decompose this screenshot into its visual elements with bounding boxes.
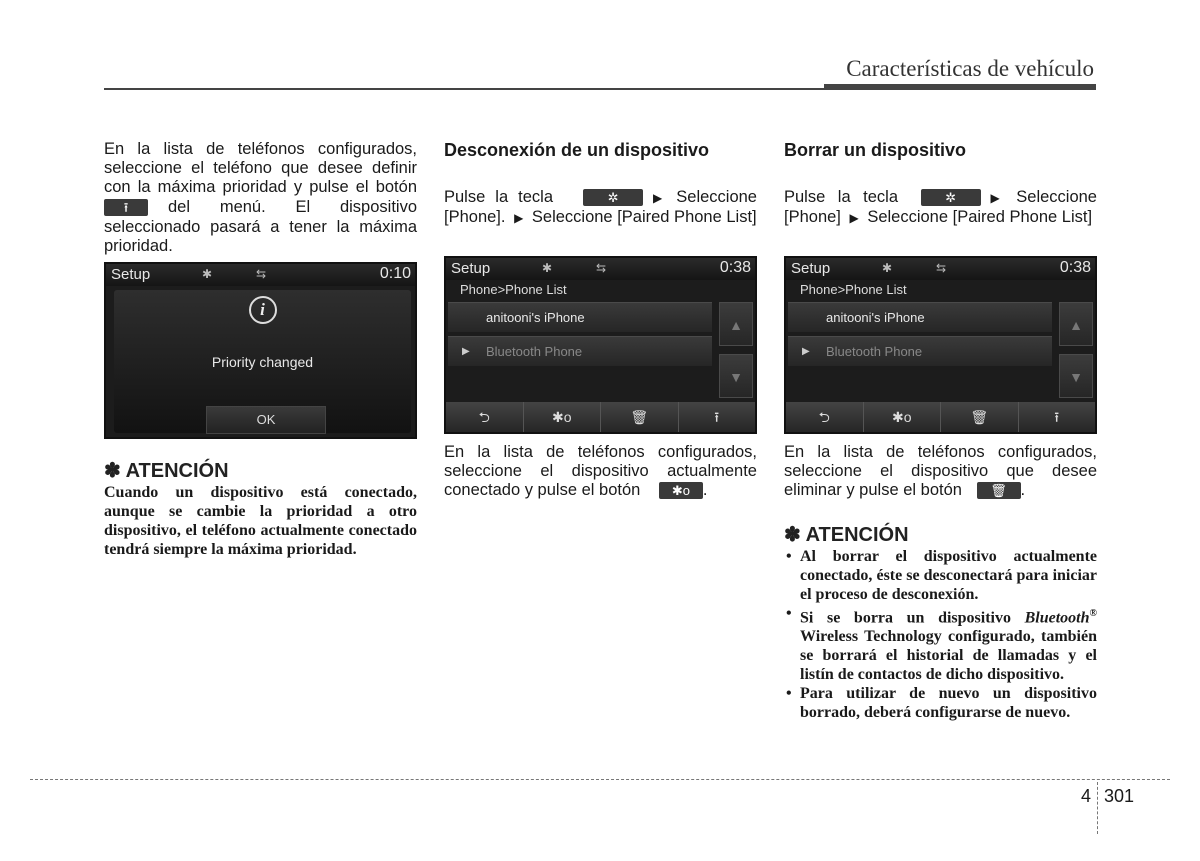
list-item-label: anitooni's iPhone bbox=[826, 310, 925, 325]
col2-instr-post2: Seleccione [Paired Phone List] bbox=[531, 208, 757, 226]
arrow-icon: ▶ bbox=[653, 191, 663, 205]
screen-status-bar bbox=[786, 258, 1095, 280]
col2-instructions bbox=[444, 188, 757, 228]
col2-after-text bbox=[444, 443, 757, 500]
usb-icon: ⇆ bbox=[256, 267, 267, 281]
footer-divider bbox=[1097, 782, 1098, 834]
bluetooth-key-icon: ✱o bbox=[659, 482, 703, 499]
list-item[interactable] bbox=[448, 336, 712, 366]
column-3 bbox=[784, 140, 1097, 722]
bullet2-italic: Bluetooth bbox=[1024, 609, 1090, 627]
bluetooth-connect-button[interactable]: ✱o bbox=[524, 402, 602, 432]
scroll-up-button[interactable]: ▲ bbox=[719, 302, 753, 346]
screen-breadcrumb: Phone>Phone List bbox=[460, 282, 567, 297]
scroll-up-button[interactable]: ▲ bbox=[1059, 302, 1093, 346]
col1-para-part1: En la lista de teléfonos configurados, seleccione el teléfono que desee definir con la máxima prioridad y pulse el botón bbox=[104, 140, 417, 196]
col3-after-paragraph: En la lista de teléfonos configurados, seleccione el dispositivo que desee eliminar y pulse el botón bbox=[784, 443, 1097, 499]
footer-rule bbox=[30, 779, 1170, 780]
screen-status-bar bbox=[446, 258, 755, 280]
section-heading-disconnect: Desconexión de un dispositivo bbox=[444, 140, 710, 160]
screen-time: 0:38 bbox=[1059, 259, 1091, 276]
bluetooth-connect-button[interactable]: ✱o bbox=[864, 402, 942, 432]
list-item[interactable] bbox=[788, 336, 1052, 366]
delete-button[interactable]: 🗑 bbox=[941, 402, 1019, 432]
bullet2-pre: Si se borra un dispositivo bbox=[800, 609, 1011, 627]
list-item-label: anitooni's iPhone bbox=[486, 310, 585, 325]
priority-button[interactable]: ⭱ bbox=[679, 402, 756, 432]
list-item[interactable] bbox=[788, 302, 1052, 332]
bullet-item: • Al borrar el dispositivo actualmente conectado, éste se desconectará para iniciar el proceso de desconexión. bbox=[784, 547, 1097, 604]
bullet2-post: Wireless Technology configurado, también se borrará el historial de llamadas y el listín de contactos de dicho dispositivo. bbox=[800, 628, 1097, 684]
screen-title: Setup bbox=[111, 266, 151, 283]
priority-key-icon: ⭱ bbox=[104, 199, 148, 216]
col3-after-text bbox=[784, 443, 1097, 500]
scroll-down-button[interactable]: ▼ bbox=[719, 354, 753, 398]
priority-changed-screen bbox=[104, 262, 417, 439]
bluetooth-icon: ✱ bbox=[882, 261, 893, 275]
column-1 bbox=[104, 140, 417, 558]
column-2 bbox=[444, 140, 757, 499]
col3-instr-post: Seleccione [Phone] bbox=[784, 188, 1097, 226]
atencion-title: ✽ ATENCIÓN bbox=[784, 524, 909, 546]
col1-para-part2: del menú. El dispositivo seleccionado pasará a tener la máxima prioridad. bbox=[104, 197, 417, 255]
priority-dialog bbox=[114, 290, 411, 433]
delete-button[interactable]: 🗑 bbox=[601, 402, 679, 432]
col3-atencion bbox=[784, 522, 1097, 722]
page-number: 301 bbox=[1104, 786, 1135, 806]
arrow-icon: ▶ bbox=[849, 211, 859, 225]
setup-key-icon: ✲ bbox=[921, 189, 981, 206]
back-button[interactable]: ⮌ bbox=[786, 402, 864, 432]
chapter-number: 4 bbox=[1081, 786, 1092, 806]
scroll-down-button[interactable]: ▼ bbox=[1059, 354, 1093, 398]
screen-time: 0:38 bbox=[719, 259, 751, 276]
header-rule bbox=[104, 88, 1096, 90]
screen-bottom-bar bbox=[446, 402, 755, 432]
col2-instr-pre: Pulse la tecla bbox=[444, 188, 553, 206]
play-icon: ▶ bbox=[462, 346, 470, 357]
section-heading-delete: Borrar un dispositivo bbox=[784, 140, 967, 160]
usb-icon: ⇆ bbox=[936, 261, 947, 275]
atencion-body: Cuando un dispositivo está conectado, aunque se cambie la prioridad a otro dispositivo, el teléfono actualmente conectado tendrá siempre la máxima prioridad. bbox=[104, 484, 417, 558]
list-item[interactable] bbox=[448, 302, 712, 332]
screen-status-bar bbox=[106, 264, 415, 286]
atencion-title: ✽ ATENCIÓN bbox=[104, 460, 229, 482]
phone-list-screen bbox=[784, 256, 1097, 434]
col1-paragraph bbox=[104, 140, 417, 256]
col3-instr-post2: Seleccione [Paired Phone List] bbox=[867, 208, 1093, 226]
col2-after-paragraph: En la lista de teléfonos configurados, seleccione el dispositivo actualmente conectado y pulse el botón bbox=[444, 443, 757, 499]
col3-instructions bbox=[784, 188, 1097, 228]
back-button[interactable]: ⮌ bbox=[446, 402, 524, 432]
trash-key-icon: 🗑 bbox=[977, 482, 1021, 499]
bullet-item: • Para utilizar de nuevo un dispositivo borrado, deberá configurarse de nuevo. bbox=[784, 684, 1097, 722]
arrow-icon: ▶ bbox=[990, 191, 1000, 205]
screen-breadcrumb: Phone>Phone List bbox=[800, 282, 907, 297]
play-icon: ▶ bbox=[802, 346, 810, 357]
ok-button[interactable]: OK bbox=[206, 406, 326, 434]
screen-title: Setup bbox=[451, 260, 491, 277]
running-header: Características de vehículo bbox=[846, 56, 1094, 81]
bluetooth-icon: ✱ bbox=[202, 267, 213, 281]
period: . bbox=[1020, 481, 1026, 499]
priority-button[interactable]: ⭱ bbox=[1019, 402, 1096, 432]
usb-icon: ⇆ bbox=[596, 261, 607, 275]
screen-title: Setup bbox=[791, 260, 831, 277]
col2-instr-post: Seleccione [Phone]. bbox=[444, 188, 757, 226]
bullet-item bbox=[784, 604, 1097, 684]
arrow-icon: ▶ bbox=[514, 211, 524, 225]
info-icon: i bbox=[249, 296, 277, 324]
phone-list-screen bbox=[444, 256, 757, 434]
bluetooth-icon: ✱ bbox=[542, 261, 553, 275]
registered-mark: ® bbox=[1089, 608, 1097, 619]
period: . bbox=[702, 481, 708, 499]
list-item-label: Bluetooth Phone bbox=[486, 344, 583, 359]
list-item-label: Bluetooth Phone bbox=[826, 344, 923, 359]
dialog-message: Priority changed bbox=[211, 354, 314, 370]
setup-key-icon: ✲ bbox=[583, 189, 643, 206]
col3-instr-pre: Pulse la tecla bbox=[784, 188, 898, 206]
col1-atencion bbox=[104, 458, 417, 559]
atencion-bullets bbox=[784, 547, 1097, 722]
screen-bottom-bar bbox=[786, 402, 1095, 432]
screen-time: 0:10 bbox=[379, 265, 411, 282]
